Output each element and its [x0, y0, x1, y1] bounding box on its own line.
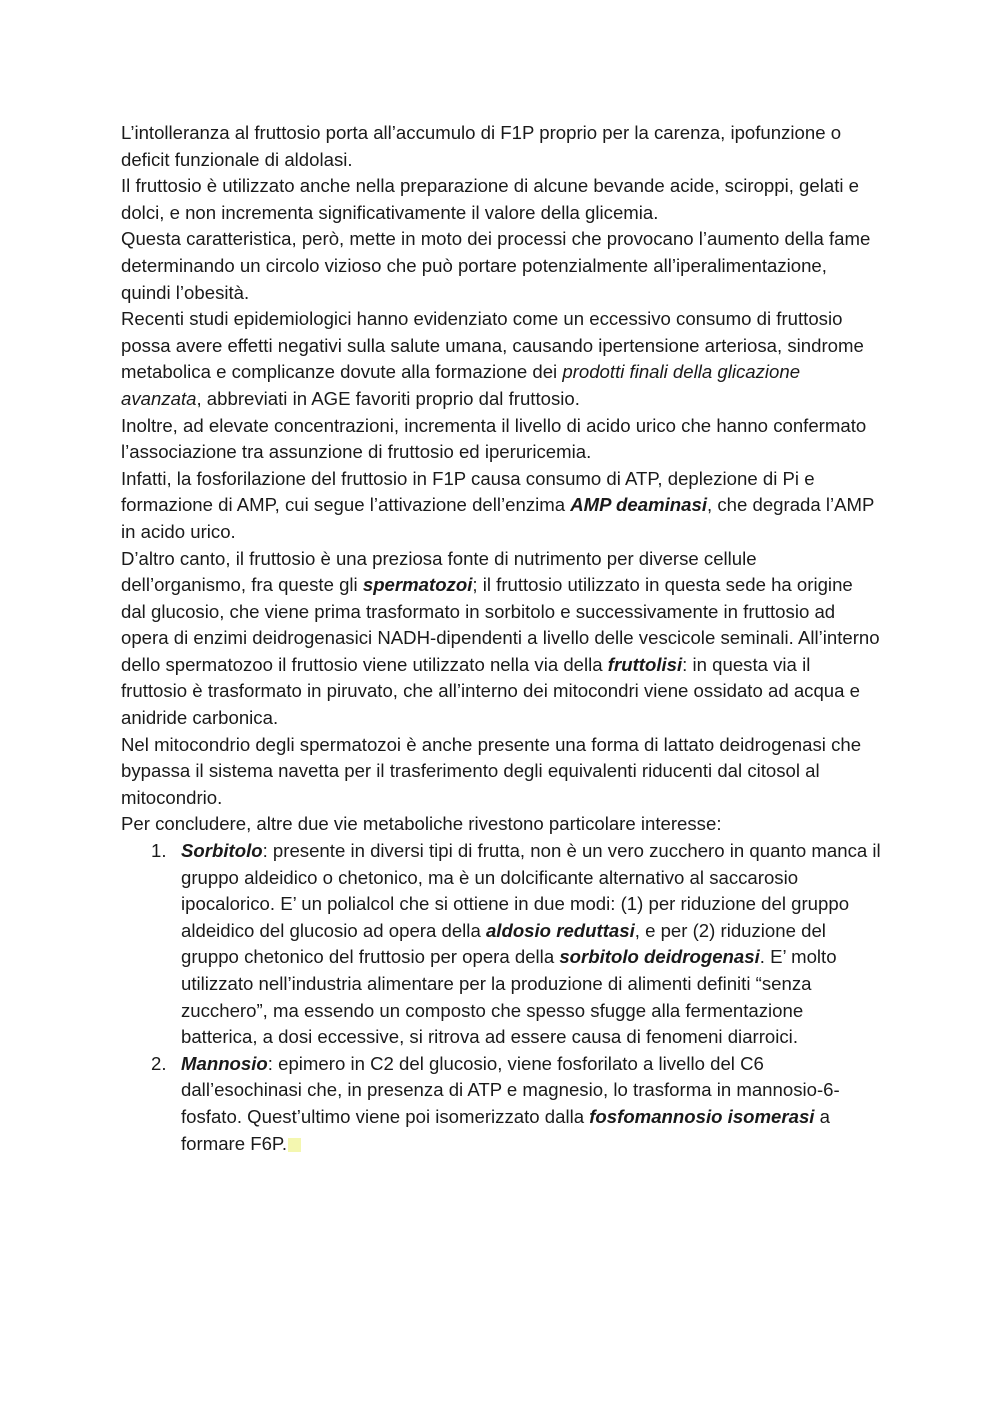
list-number: 2. [151, 1052, 167, 1074]
list-item-text: , e per (2) riduzione del gruppo chetonico del fruttosio per opera della [181, 919, 826, 968]
document-body [121, 120, 881, 1157]
paragraph-bevande: Il fruttosio è utilizzato anche nella preparazione di alcune bevande acide, sciroppi, gelati e dolci, e non incrementa significativamente il valore della glicemia. [121, 175, 860, 223]
paragraph-acido-urico: Inoltre, ad elevate concentrazioni, incrementa il livello di acido urico che hanno confermato l’associazione tra assunzione di fruttosio ed iperuricemia. [121, 414, 867, 463]
paragraph-studi [121, 306, 881, 412]
list-item-text: : epimero in C2 del glucosio, viene fosforilato a livello del C6 dall’esochinasi che, in presenza di ATP e magnesio, lo trasforma in mannosio-6-fosfato. Quest’ultimo viene poi isomerizzato dalla [181, 1052, 840, 1127]
term-fosfomannosio-isomerasi: fosfomannosio isomerasi [589, 1105, 815, 1127]
term-amp-deaminasi: AMP deaminasi [570, 494, 707, 516]
term-spermatozoi: spermatozoi [362, 574, 473, 596]
italic-term-age: prodotti finali della glicazione avanzata [121, 361, 801, 409]
paragraph-spermatozoi [121, 546, 881, 732]
term-sorbitolo: Sorbitolo [181, 840, 263, 862]
paragraph-text: : in questa via il fruttosio è trasformato in piruvato, che all’interno dei mitocondri viene ossidato ad acqua e anidride carbonica. [121, 653, 860, 729]
paragraph-intolleranza: L’intolleranza al fruttosio porta all’accumulo di F1P proprio per la carenza, ipofunzione o deficit funzionale di aldolasi. [121, 122, 842, 170]
paragraph-text: ; il fruttosio utilizzato in questa sede ha origine dal glucosio, che viene prima trasformato in sorbitolo e successivamente in fruttosio ad opera di enzimi deidrogenasici NADH-dipendenti a livello delle vescicole seminali. All’interno dello spermatozoo il fruttosio viene utilizzato nella via della [121, 574, 880, 675]
term-sorbitolo-deidrogenasi: sorbitolo deidrogenasi [559, 946, 760, 968]
list-number: 1. [151, 840, 167, 862]
paragraph-mitocondrio: Nel mitocondrio degli spermatozoi è anche presente una forma di lattato deidrogenasi che bypassa il sistema navetta per il trasferimento degli equivalenti riducenti dal citosol al mitocondrio. [121, 733, 862, 808]
term-aldosio-reduttasi: aldosio reduttasi [485, 919, 635, 941]
list-item-text: a formare F6P. [181, 1105, 830, 1154]
paragraph-fame: Questa caratteristica, però, mette in moto dei processi che provocano l’aumento della fame determinando un circolo vizioso che può portare potenzialmente all’iperalimentazione, quindi l’obesità. [121, 228, 871, 303]
metabolic-pathways-list [121, 838, 881, 1157]
paragraph-text: , che degrada l’AMP in acido urico. [121, 494, 875, 542]
list-item-text: . E’ molto utilizzato nell’industria alimentare per la produzione di alimenti definiti “senza zucchero”, ma essendo un composto che spesso sfugge alla fermentazione batterica, a dosi eccessive, si ritrova ad essere causa di fenomeni diarroici. [181, 946, 837, 1048]
paragraph-text: D’altro canto, il fruttosio è una preziosa fonte di nutrimento per diverse cellule dell’organismo, fra queste gli [121, 547, 757, 596]
term-mannosio: Mannosio [181, 1052, 268, 1074]
list-item-text: : presente in diversi tipi di frutta, non è un vero zucchero in quanto manca il gruppo aldeidico o chetonico, ma è un dolcificante alternativo al saccarosio ipocalorico. E’ un polialcol che si ottiene in due modi: (1) per riduzione del gruppo aldeidico del glucosio ad opera della [181, 840, 881, 941]
paragraph-text: Infatti, la fosforilazione del fruttosio in F1P causa consumo di ATP, deplezione di Pi e formazione di AMP, cui segue l’attivazione dell’enzima [121, 467, 815, 516]
list-item-sorbitolo [121, 838, 881, 1051]
paragraph-text: , abbreviati in AGE favoriti proprio dal fruttosio. [196, 387, 580, 409]
paragraph-conclusione: Per concludere, altre due vie metaboliche rivestono particolare interesse: [121, 813, 722, 835]
highlight-mark [288, 1138, 301, 1152]
paragraph-fosforilazione [121, 466, 881, 546]
term-fruttolisi: fruttolisi [607, 653, 683, 675]
list-item-mannosio [121, 1051, 881, 1157]
paragraph-text: Recenti studi epidemiologici hanno evidenziato come un eccessivo consumo di fruttosio possa avere effetti negativi sulla salute umana, causando ipertensione arteriosa, sindrome metabolica e complicanze dovute alla formazione dei [121, 308, 864, 383]
